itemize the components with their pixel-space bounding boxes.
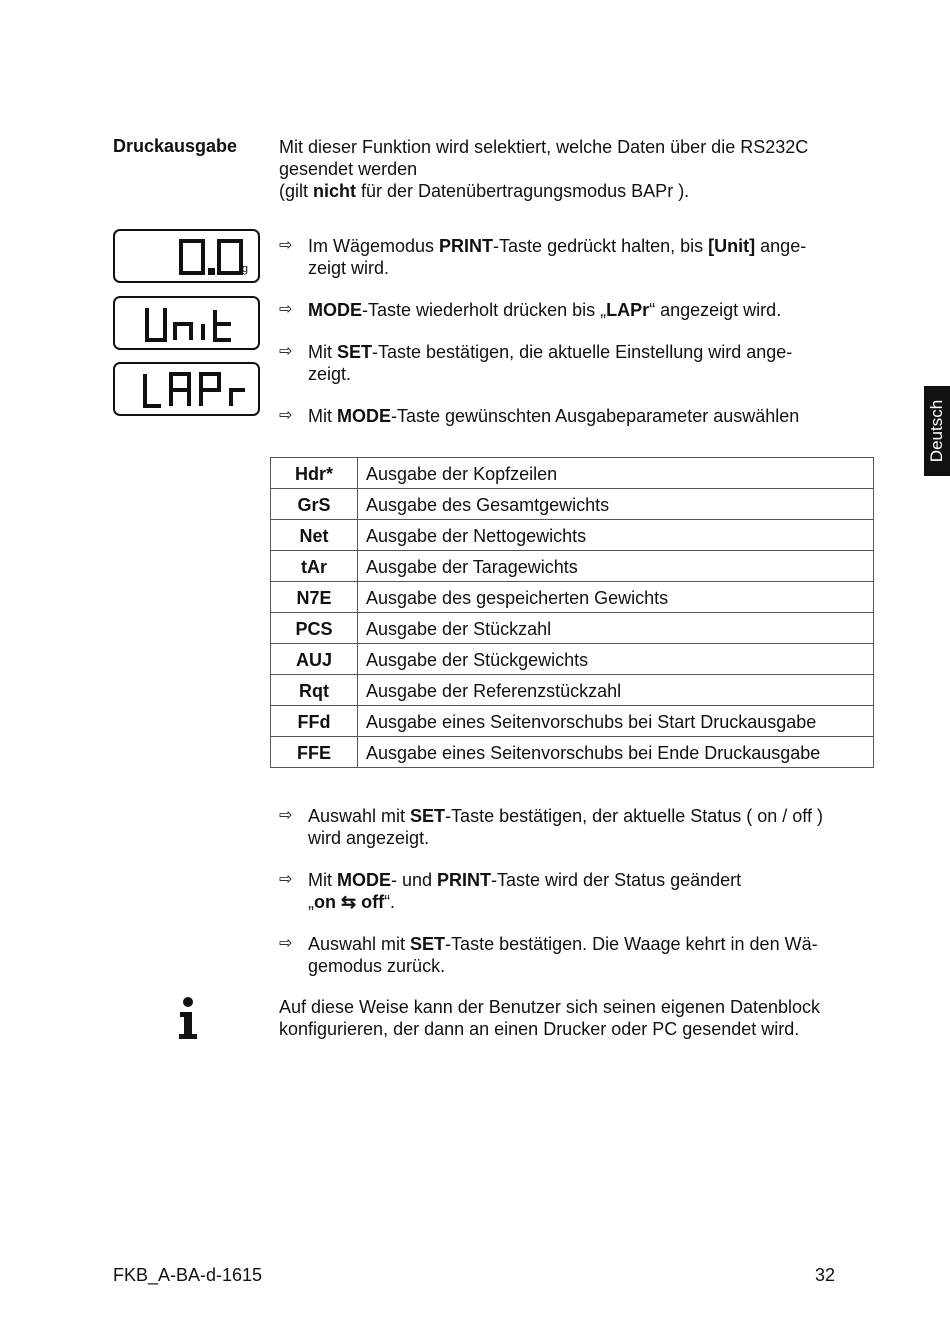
- table-row: [271, 613, 874, 644]
- key-name: MODE: [308, 300, 362, 320]
- step-text-part: „: [308, 892, 314, 912]
- step-text-part: -Taste gedrückt halten, bis: [493, 236, 709, 256]
- step-text-part: Auswahl mit: [308, 806, 411, 826]
- param-code: PCS: [271, 613, 358, 644]
- key-name: SET: [337, 342, 373, 362]
- step-text-part: “.: [384, 892, 396, 912]
- step-text-part: -Taste wird der Status geändert: [491, 870, 742, 890]
- step-text-part: Mit: [308, 870, 337, 890]
- param-description: Ausgabe eines Seitenvorschubs bei Start Druckausgabe: [358, 706, 874, 737]
- note-line: Auf diese Weise kann der Benutzer sich seinen eigenen Datenblock: [279, 997, 821, 1017]
- param-description: Ausgabe des gespeicherten Gewichts: [358, 582, 874, 613]
- table-row: [271, 489, 874, 520]
- language-tab-label: Deutsch: [927, 399, 946, 463]
- param-description: Ausgabe eines Seitenvorschubs bei Ende Druckausgabe: [358, 737, 874, 768]
- param-code: Hdr*: [271, 458, 358, 489]
- step-text-part: -Taste bestätigen, der aktuelle Status ( on / off ): [445, 806, 823, 826]
- step-text-part: -Taste bestätigen, die aktuelle Einstellung wird ange-: [372, 342, 793, 362]
- step-item: [279, 869, 869, 913]
- param-description: Ausgabe der Stückzahl: [358, 613, 874, 644]
- unit-label: g: [241, 263, 248, 275]
- key-name: MODE: [337, 406, 391, 426]
- param-description: Ausgabe der Stückgewichts: [358, 644, 874, 675]
- intro-line: gesendet werden: [279, 159, 418, 179]
- display-weight: [113, 229, 260, 283]
- step-text-part: ange-: [755, 236, 807, 256]
- key-name: SET: [410, 806, 446, 826]
- display-lapr: [113, 362, 260, 416]
- language-tab: [924, 386, 950, 476]
- intro-line: Mit dieser Funktion wird selektiert, welche Daten über die RS232C: [279, 137, 809, 157]
- step-text-part: zeigt wird.: [308, 258, 390, 278]
- table-row: [271, 520, 874, 551]
- step-item: [279, 299, 869, 321]
- step-text-part: -Taste bestätigen. Die Waage kehrt in den Wä-: [445, 934, 818, 954]
- intro-text: für der Datenübertragungsmodus BAPr ).: [356, 181, 690, 201]
- step-text-part: Auswahl mit: [308, 934, 411, 954]
- step-text-part: -Taste wiederholt drücken bis „: [362, 300, 607, 320]
- table-row: [271, 644, 874, 675]
- step-text: [308, 341, 869, 385]
- table-row: [271, 458, 874, 489]
- step-text: [308, 805, 869, 849]
- key-name: SET: [410, 934, 446, 954]
- step-item: [279, 805, 869, 849]
- page-number: 32: [815, 1265, 836, 1285]
- table-row: [271, 582, 874, 613]
- step-text: [308, 869, 869, 913]
- step-text-part: zeigt.: [308, 364, 352, 384]
- key-name: PRINT: [439, 236, 494, 256]
- step-text-part: Mit: [308, 342, 337, 362]
- arrow-right-icon: ⇨: [279, 807, 293, 824]
- arrow-right-icon: ⇨: [279, 871, 293, 888]
- table-row: [271, 737, 874, 768]
- seven-segment-readout: [115, 364, 262, 418]
- step-text-part: “ angezeigt wird.: [649, 300, 782, 320]
- key-name: LAPr: [606, 300, 650, 320]
- step-text-part: - und: [391, 870, 438, 890]
- note-line: konfigurieren, der dann an einen Drucker oder PC gesendet wird.: [279, 1019, 800, 1039]
- param-description: Ausgabe der Taragewichts: [358, 551, 874, 582]
- param-description: Ausgabe des Gesamtgewichts: [358, 489, 874, 520]
- step-text-part: -Taste gewünschten Ausgabeparameter auswählen: [391, 406, 800, 426]
- seven-segment-readout: [115, 231, 262, 285]
- param-code: AUJ: [271, 644, 358, 675]
- arrow-right-icon: ⇨: [279, 935, 293, 952]
- parameter-table: [270, 457, 874, 768]
- step-item: [279, 235, 869, 279]
- table-row: [271, 675, 874, 706]
- table-row: [271, 706, 874, 737]
- arrow-right-icon: ⇨: [279, 237, 293, 254]
- step-text: [308, 235, 869, 279]
- param-code: Net: [271, 520, 358, 551]
- step-text-part: Mit: [308, 406, 337, 426]
- param-code: FFd: [271, 706, 358, 737]
- intro-text: (gilt: [279, 181, 314, 201]
- footer-doc-id: FKB_A-BA-d-1615: [113, 1265, 263, 1285]
- step-text-part: wird angezeigt.: [308, 828, 430, 848]
- param-code: GrS: [271, 489, 358, 520]
- step-item: [279, 405, 869, 427]
- param-description: Ausgabe der Kopfzeilen: [358, 458, 874, 489]
- param-description: Ausgabe der Nettogewichts: [358, 520, 874, 551]
- display-unit: [113, 296, 260, 350]
- info-icon: [176, 996, 200, 1040]
- arrow-right-icon: ⇨: [279, 343, 293, 360]
- param-code: tAr: [271, 551, 358, 582]
- key-name: [Unit]: [708, 236, 756, 256]
- info-note: [279, 996, 879, 1040]
- seven-segment-readout: [115, 298, 262, 352]
- intro-line: [279, 180, 879, 202]
- intro-emphasis: nicht: [313, 181, 357, 201]
- step-text-part: Im Wägemodus: [308, 236, 440, 256]
- step-item: [279, 341, 869, 385]
- status-toggle-text: on ⇆ off: [314, 892, 385, 912]
- step-text: [308, 933, 869, 977]
- arrow-right-icon: ⇨: [279, 301, 293, 318]
- key-name: MODE: [337, 870, 391, 890]
- key-name: PRINT: [437, 870, 492, 890]
- arrow-right-icon: ⇨: [279, 407, 293, 424]
- param-code: Rqt: [271, 675, 358, 706]
- param-description: Ausgabe der Referenzstückzahl: [358, 675, 874, 706]
- step-text: [308, 299, 869, 321]
- step-text: [308, 405, 869, 427]
- table-row: [271, 551, 874, 582]
- step-text-part: gemodus zurück.: [308, 956, 446, 976]
- section-intro: [279, 136, 879, 202]
- section-title: Druckausgabe: [113, 136, 238, 156]
- param-code: FFE: [271, 737, 358, 768]
- param-code: N7E: [271, 582, 358, 613]
- step-item: [279, 933, 869, 977]
